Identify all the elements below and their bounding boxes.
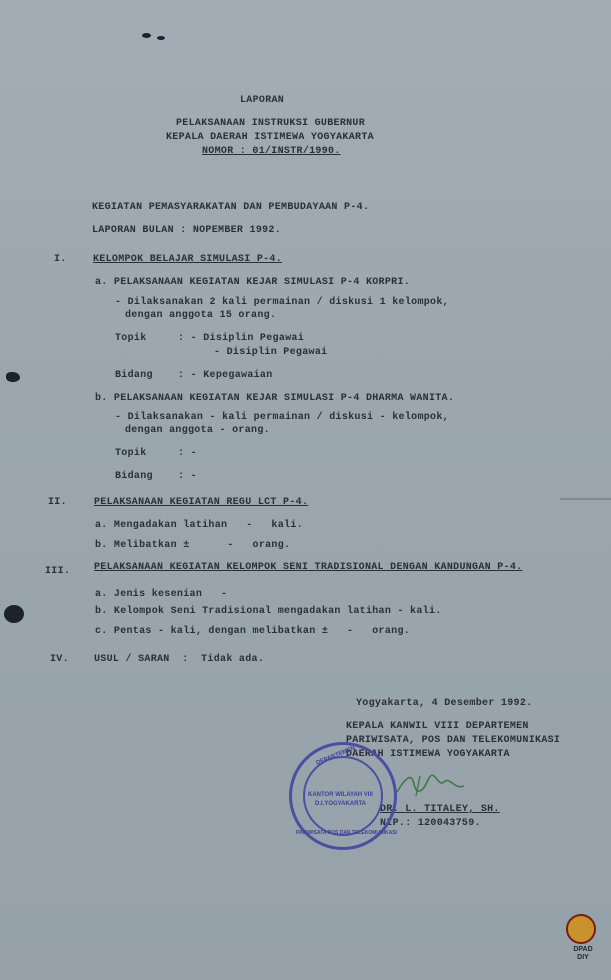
section-1a-title: a. PELAKSANAAN KEGIATAN KEJAR SIMULASI P-4 KORPRI. [95, 277, 411, 288]
stamp-ring-bottom: PARIWISATA POS DAN TELEKOMUNIKASI [296, 830, 397, 836]
office-line-3: DAERAH ISTIMEWA YOGYAKARTA [346, 749, 510, 760]
header-line-3: NOMOR : 01/INSTR/1990. [202, 146, 341, 157]
section-1a-topik: Topik : - Disiplin Pegawai [115, 333, 305, 344]
section-1b-title: b. PELAKSANAAN KEGIATAN KEJAR SIMULASI P-4 DHARMA WANITA. [95, 393, 455, 404]
section-1b-bidang: Bidang : - [115, 471, 197, 482]
stamp-center-1: KANTOR WILAYAH VIII [308, 792, 373, 798]
archive-logo-line-1: DPAD [573, 946, 593, 953]
archive-logo-text [568, 946, 598, 962]
dpad-archive-logo [566, 914, 596, 944]
ink-speck-top [142, 33, 151, 38]
signatory-name: DR. L. TITALEY, SH. [380, 804, 500, 815]
section-3-title: PELAKSANAAN KEGIATAN KELOMPOK SENI TRADISIONAL DENGAN KANDUNGAN P-4. [94, 562, 523, 573]
office-line-2: PARIWISATA, POS DAN TELEKOMUNIKASI [346, 735, 561, 746]
section-1a-topik-2: - Disiplin Pegawai [214, 347, 328, 358]
section-1b-line-2: dengan anggota - orang. [125, 425, 270, 436]
report-month: LAPORAN BULAN : NOPEMBER 1992. [92, 225, 282, 236]
section-1a-bidang: Bidang : - Kepegawaian [115, 370, 273, 381]
section-4-text: USUL / SARAN : Tidak ada. [94, 654, 265, 665]
header-line-1: PELAKSANAAN INSTRUKSI GUBERNUR [176, 118, 366, 129]
ink-speck-left [6, 372, 20, 382]
office-line-1: KEPALA KANWIL VIII DEPARTEMEN [346, 721, 529, 732]
section-3-number: III. [45, 566, 71, 577]
section-1b-topik: Topik : - [115, 448, 197, 459]
stamp-center-2: D.I.YOGYAKARTA [315, 801, 367, 807]
signatory-nip: NIP.: 120043759. [380, 818, 481, 829]
header-line-2: KEPALA DAERAH ISTIMEWA YOGYAKARTA [166, 132, 374, 143]
handwritten-signature [392, 770, 472, 800]
section-4-number: IV. [50, 654, 69, 665]
section-3-item-c: c. Pentas - kali, dengan melibatkan ± - orang. [95, 626, 411, 637]
ink-speck-top-2 [157, 36, 165, 40]
place-date: Yogyakarta, 4 Desember 1992. [356, 698, 533, 709]
section-2-number: II. [48, 497, 67, 508]
section-3-item-a: a. Jenis kesenian - [95, 589, 228, 600]
section-1-number: I. [54, 254, 67, 265]
ink-speck-left-2 [4, 605, 24, 623]
section-2-item-b: b. Melibatkan ± - orang. [95, 540, 291, 551]
section-2-title: PELAKSANAAN KEGIATAN REGU LCT P-4. [94, 497, 309, 508]
activity-heading: KEGIATAN PEMASYARAKATAN DAN PEMBUDAYAAN P-4. [92, 202, 370, 213]
archive-logo-line-2: DIY [577, 954, 589, 961]
paper-fold-line [560, 498, 611, 500]
section-2-item-a: a. Mengadakan latihan - kali. [95, 520, 303, 531]
stamp-ring-top: DEPARTEMEN [315, 745, 357, 767]
report-title: LAPORAN [240, 95, 285, 106]
section-1-title: KELOMPOK BELAJAR SIMULASI P-4. [93, 254, 283, 265]
section-1a-line-2: dengan anggota 15 orang. [125, 310, 277, 321]
section-1a-line-1: - Dilaksanakan 2 kali permainan / diskusi 1 kelompok, [115, 297, 449, 308]
section-3-item-b: b. Kelompok Seni Tradisional mengadakan latihan - kali. [95, 606, 442, 617]
section-1b-line-1: - Dilaksanakan - kali permainan / diskusi - kelompok, [115, 412, 449, 423]
